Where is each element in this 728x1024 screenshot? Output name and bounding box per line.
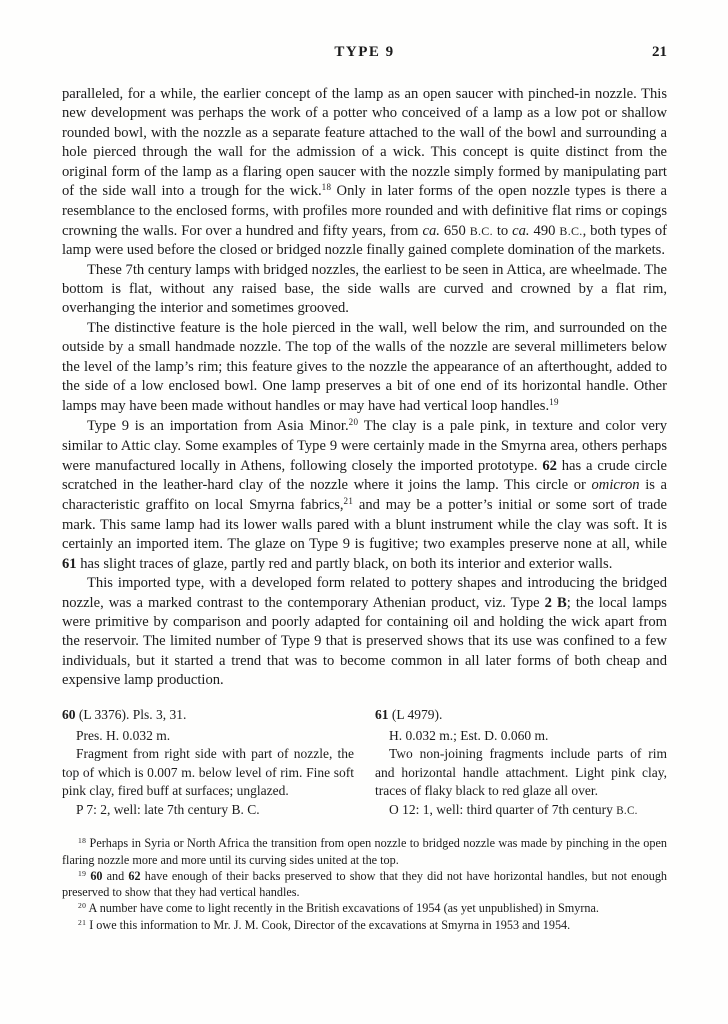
- text-segment: 60: [62, 706, 76, 722]
- text-segment: ca.: [422, 222, 440, 239]
- text-segment: B.C.: [559, 223, 583, 238]
- footnote-19: [62, 869, 667, 902]
- text-segment: Two non-joining fragments include parts of rim and horizontal handle attachment. Light pink clay, traces of flaky black to red glaze all over.: [375, 746, 667, 799]
- text-segment: 61: [375, 706, 389, 722]
- text-segment: and may be a potter’s initial or some sort of trade mark. This same lamp had its lower walls pared with a blunt instrument while the clay was soft. It is certainly an imported item. The glaze on Type 9 is fugitive; two examples preserve none at all, while: [62, 496, 667, 553]
- text-segment: O 12: 1, well: third quarter of 7th century: [389, 801, 617, 817]
- footnotes-section: [62, 836, 667, 935]
- text-segment: has slight traces of glaze, partly red and partly black, on both its interior and exterior walls.: [76, 555, 613, 572]
- footnote-18: [62, 836, 667, 869]
- text-segment: 2 B: [544, 594, 567, 611]
- text-segment: 62: [542, 457, 557, 474]
- catalog-entry-heading: [375, 706, 667, 724]
- catalog-entry-61: [375, 706, 667, 820]
- text-segment: 61: [62, 555, 77, 572]
- footnote-ref: 21: [343, 495, 354, 506]
- text-segment: (L 4979).: [388, 706, 443, 722]
- catalog-provenance: [375, 801, 667, 820]
- catalog-provenance: [62, 801, 354, 819]
- body-text: [62, 85, 667, 691]
- text-segment: Fragment from right side with part of nozzle, the top of which is 0.007 m. below level of rim. Fine soft pink clay, fired buff at surfaces; unglazed.: [62, 746, 354, 799]
- text-segment: I owe this information to Mr. J. M. Cook, Director of the excavations at Smyrna in 1953 and 1954.: [86, 918, 571, 933]
- text-segment: Perhaps in Syria or North Africa the transition from open nozzle to bridged nozzle was made by pinching in the open flaring nozzle more and more until its curving sides united at the top.: [62, 836, 667, 867]
- footnote-ref: 20: [78, 901, 87, 911]
- text-segment: Type 9 is an importation from Asia Minor.: [87, 417, 349, 434]
- catalog-section: [62, 706, 667, 820]
- footnote-ref: 19: [549, 396, 559, 407]
- text-segment: and: [102, 868, 129, 883]
- text-segment: These 7th century lamps with bridged nozzles, the earliest to be seen in Attica, are wheelmade. The bottom is flat, without any raised base, the side walls are curved and crowned by a flat rim, overhanging the interior and sometimes grooved.: [62, 261, 667, 317]
- paragraph: [62, 85, 667, 261]
- text-segment: paralleled, for a while, the earlier concept of the lamp as an open saucer with pinched-in nozzle. This new development was perhaps the work of a potter who conceived of a lamp as a low pot or shallow rounded bowl, with the nozzle as a separate feature attached to the wall of the bowl and surrounding a hole pierced through the wall for the admission of a wick. This concept is quite distinct from the original form of the lamp as a flaring open saucer with the nozzle simply formed by manipulating part of the side wall into a trough for the wick.: [62, 86, 667, 200]
- paragraph: [62, 574, 667, 690]
- paragraph: [62, 261, 667, 319]
- text-segment: H. 0.032 m.; Est. D. 0.060 m.: [389, 728, 549, 743]
- text-segment: This imported type, with a developed form related to pottery shapes and introducing the bridged nozzle, was a marked contrast to the contemporary Athenian product, viz. Type: [62, 575, 667, 611]
- text-segment: Only in later forms of the open nozzle types is there a resemblance to the enclosed forms, with profiles more rounded and with definitive flat rims or copings crowning the walls. For over a hundred and fifty years, from: [62, 183, 667, 239]
- page-number: 21: [652, 44, 667, 60]
- text-segment: ca.: [512, 222, 530, 239]
- text-segment: The clay is a pale pink, in texture and color very similar to Attic clay. Some examples of Type 9 were certainly made in the Smyrna area, others perhaps were manufactured locally in Athens, following closely the imported prototype.: [62, 417, 668, 474]
- text-segment: ; the local lamps were primitive by comparison and poorly adapted for containing oil and holding the wick apart from the reservoir. The limited number of Type 9 that is preserved shows that its use was confined to a few individuals, but it started a trend that was to become common in all later forms of both cheap and expensive lamp production.: [62, 594, 667, 689]
- text-segment: 650: [439, 222, 470, 239]
- catalog-description: [62, 745, 354, 800]
- catalog-entry-60: [62, 706, 354, 820]
- running-head: [62, 44, 667, 64]
- text-segment: The distinctive feature is the hole pierced in the wall, well below the rim, and surrounded on the outside by a small handmade nozzle. The top of the walls of the nozzle are several millimeters below the level of the lamp’s rim; this feature gives to the nozzle the appearance of an afterthought, added to the side of a low enclosed bowl. One lamp preserves a bit of one end of its horizontal handle. Other lamps may have been made without handles or may have had vertical loop handles.: [62, 319, 667, 414]
- text-segment: have enough of their backs preserved to show that they did not have horizontal handles, but not enough preserved to show that they had vertical handles.: [62, 868, 668, 900]
- text-segment: to: [492, 222, 513, 239]
- text-segment: is a characteristic graffito on local Smyrna fabrics,: [62, 477, 668, 513]
- text-segment: has a crude circle scratched in the leather-hard clay of the nozzle where it joins the lamp. This circle or: [62, 457, 667, 494]
- footnote-ref: 20: [348, 417, 359, 428]
- catalog-measurement: [375, 727, 667, 745]
- text-segment: B.C.: [616, 804, 638, 817]
- catalog-entry-heading: [62, 706, 354, 724]
- text-segment: , both types of lamp were used before the closed or bridged nozzle finally gained complete domination of the markets.: [62, 222, 667, 259]
- text-segment: B.C.: [469, 223, 493, 238]
- footnote-20: [62, 901, 667, 918]
- paragraph: [62, 417, 667, 574]
- paragraph: [62, 319, 667, 417]
- text-segment: (L 3376). Pls. 3, 31.: [75, 706, 187, 722]
- footnote-21: [62, 918, 667, 935]
- text-segment: Pres. H. 0.032 m.: [76, 728, 171, 743]
- text-segment: omicron: [591, 477, 640, 494]
- catalog-measurement: [62, 727, 354, 745]
- text-segment: A number have come to light recently in the British excavations of 1954 (as yet unpublished) in Smyrna.: [86, 901, 599, 916]
- footnote-ref: 21: [78, 918, 87, 928]
- footnote-ref: 18: [78, 836, 87, 846]
- page-title: TYPE 9: [334, 44, 395, 60]
- text-segment: 62: [128, 868, 141, 883]
- text-segment: 60: [90, 868, 103, 883]
- footnote-ref: 18: [321, 182, 332, 193]
- text-segment: P 7: 2, well: late 7th century B. C.: [76, 801, 260, 817]
- catalog-description: [375, 745, 667, 800]
- footnote-ref: 19: [78, 868, 87, 878]
- text-segment: 490: [529, 222, 560, 239]
